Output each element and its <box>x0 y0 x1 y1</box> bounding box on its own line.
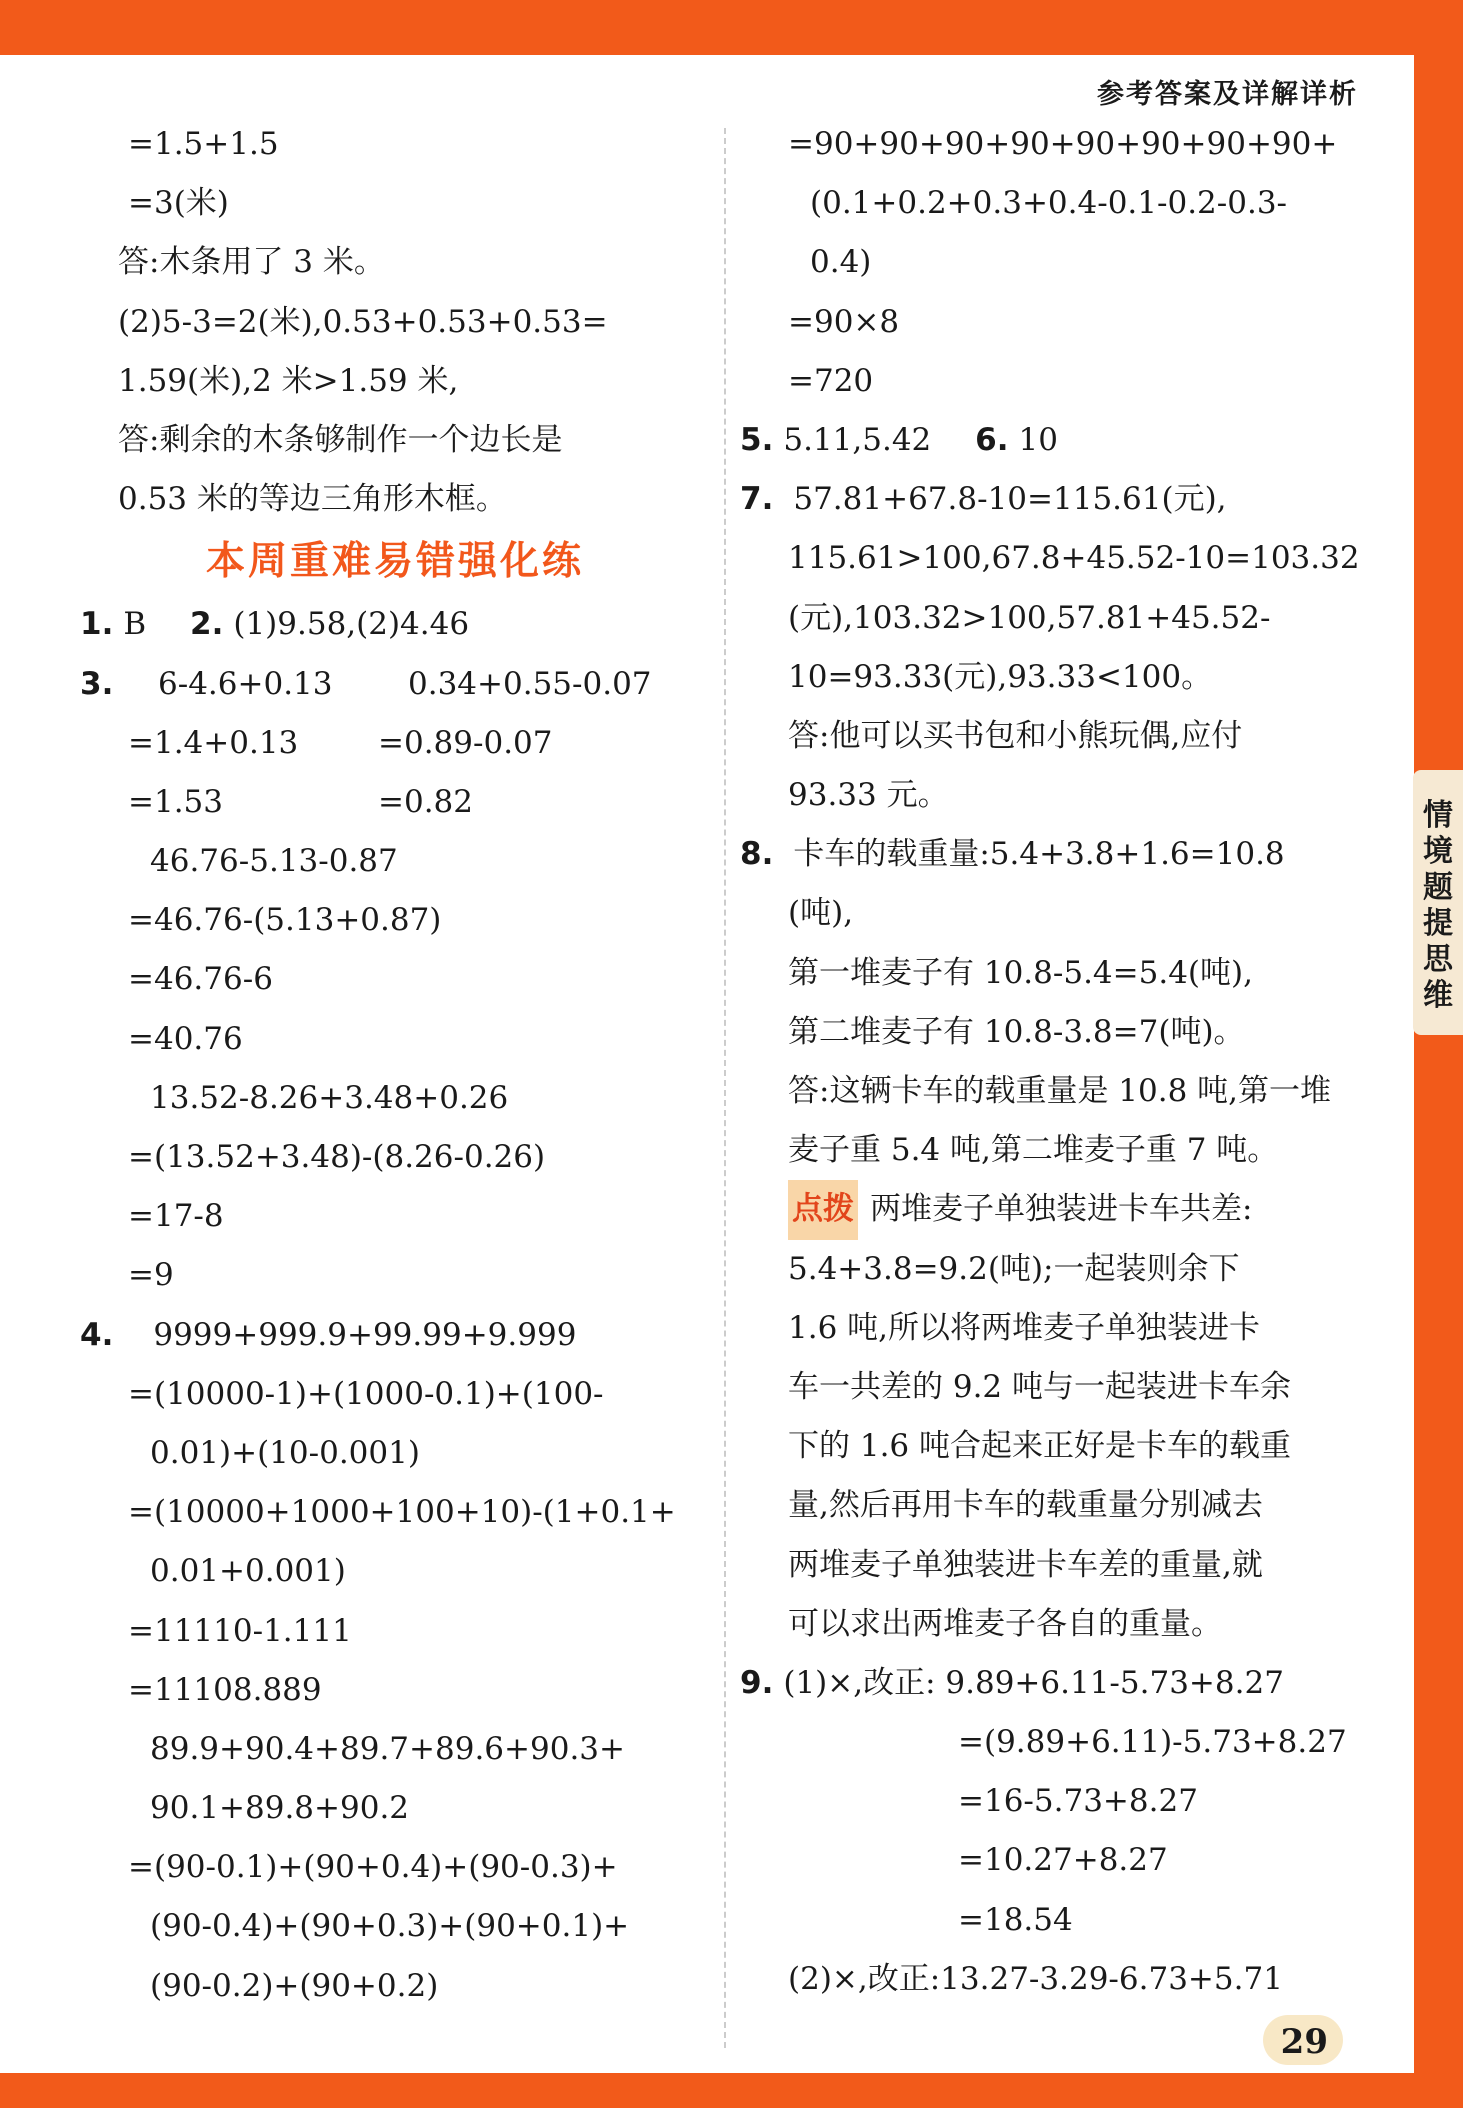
q3-row <box>80 714 710 773</box>
q5-number: 5. <box>740 421 774 458</box>
q7-first-line: 57.81+67.8-10=115.61(元), <box>793 481 1227 518</box>
question-8-lines <box>740 884 1360 1180</box>
question-7-first <box>740 470 1360 529</box>
text-line: =(10000-1)+(1000-0.1)+(100- <box>128 1375 604 1412</box>
text-line: =46.76-6 <box>128 961 273 998</box>
q9-first-line: (1)×,改正: 9.89+6.11-5.73+8.27 <box>783 1664 1284 1701</box>
text-line: 量,然后再用卡车的载重量分别减去 <box>788 1487 1263 1524</box>
right-top-lines <box>740 115 1360 411</box>
left-top-lines <box>80 115 710 529</box>
text-line: =18.54 <box>958 1901 1073 1938</box>
q6-answer: 10 <box>1018 421 1058 458</box>
text-line: 89.9+90.4+89.7+89.6+90.3+ <box>150 1730 625 1767</box>
q4-first-line: 9999+999.9+99.99+9.999 <box>153 1316 577 1353</box>
text-line: =90+90+90+90+90+90+90+90+ <box>788 126 1338 162</box>
text-line: =10.27+8.27 <box>958 1842 1168 1879</box>
column-divider <box>724 128 726 2048</box>
text-line: =11110-1.111 <box>128 1612 352 1649</box>
right-column <box>740 115 1360 2009</box>
q3-expr-right: =0.89-0.07 <box>378 724 553 761</box>
q3-row <box>80 655 710 714</box>
text-line: =46.76-(5.13+0.87) <box>128 902 442 939</box>
text-line: 0.4) <box>810 244 872 281</box>
text-line: =(90-0.1)+(90+0.4)+(90-0.3)+ <box>128 1849 618 1886</box>
q3-number: 3. <box>80 665 114 702</box>
question-1-2 <box>80 595 710 654</box>
tip-first <box>740 1180 1360 1239</box>
question-4-lines <box>80 1365 710 2016</box>
question-5-6 <box>740 411 1360 470</box>
text-line: 5.4+3.8=9.2(吨);一起装则余下 <box>788 1250 1240 1287</box>
q6-number: 6. <box>975 421 1009 458</box>
text-line: =17-8 <box>128 1198 224 1235</box>
section-title: 本周重难易错强化练 <box>205 539 584 585</box>
text-line: =9 <box>128 1257 174 1294</box>
q7-number: 7. <box>740 481 774 518</box>
text-line: 第一堆麦子有 10.8-5.4=5.4(吨), <box>788 954 1253 991</box>
text-line: 答:他可以买书包和小熊玩偶,应付 <box>788 717 1243 754</box>
text-line: (元),103.32>100,57.81+45.52- <box>788 599 1271 636</box>
page-header: 参考答案及详解详析 <box>1097 79 1358 110</box>
question-4-first <box>80 1306 710 1365</box>
q3-expr-right: 0.34+0.55-0.07 <box>408 665 652 702</box>
text-line: 13.52-8.26+3.48+0.26 <box>150 1079 509 1116</box>
question-8-first <box>740 825 1360 884</box>
question-9-lines <box>740 1713 1360 2009</box>
text-line: =16-5.73+8.27 <box>958 1783 1198 1820</box>
text-line: 46.76-5.13-0.87 <box>150 843 398 880</box>
text-line: 答:这辆卡车的载重量是 10.8 吨,第一堆 <box>788 1073 1332 1109</box>
text-line: =(13.52+3.48)-(8.26-0.26) <box>128 1139 546 1175</box>
text-line: 下的 1.6 吨合起来正好是卡车的载重 <box>788 1428 1292 1465</box>
q3-row <box>80 773 710 832</box>
text-line: =720 <box>788 362 874 399</box>
q5-answer: 5.11,5.42 <box>783 421 932 458</box>
text-line: 麦子重 5.4 吨,第二堆麦子重 7 吨。 <box>788 1132 1279 1169</box>
text-line: 两堆麦子单独装进卡车差的重量,就 <box>788 1546 1263 1583</box>
q3-expr-left: =1.4+0.13 <box>128 724 299 761</box>
text-line: (0.1+0.2+0.3+0.4-0.1-0.2-0.3- <box>810 185 1288 222</box>
tip-badge: 点拨 <box>788 1180 858 1239</box>
text-line: =(9.89+6.11)-5.73+8.27 <box>958 1724 1347 1761</box>
q3-expr-left: 6-4.6+0.13 <box>158 665 333 702</box>
text-line: (吨), <box>788 895 854 932</box>
text-line: 0.53 米的等边三角形木框。 <box>118 481 507 518</box>
q4-number: 4. <box>80 1316 114 1353</box>
question-3 <box>80 655 710 833</box>
left-column <box>80 115 710 2016</box>
side-tab-label: 情境题 提思维 <box>1423 798 1453 1013</box>
text-line: (2)5-3=2(米),0.53+0.53+0.53= <box>118 303 608 340</box>
text-line: 0.01+0.001) <box>150 1553 346 1590</box>
text-line: 1.59(米),2 米>1.59 米, <box>118 362 459 399</box>
text-line: (2)×,改正:13.27-3.29-6.73+5.71 <box>788 1960 1283 1997</box>
text-line: 1.6 吨,所以将两堆麦子单独装进卡 <box>788 1309 1261 1346</box>
text-line: (90-0.4)+(90+0.3)+(90+0.1)+ <box>150 1908 630 1945</box>
q1-answer: B <box>123 606 147 643</box>
text-line: 10=93.33(元),93.33<100。 <box>788 658 1213 695</box>
text-line: 车一共差的 9.2 吨与一起装进卡车余 <box>788 1368 1292 1405</box>
tip-first-line: 两堆麦子单独装进卡车共差: <box>870 1191 1253 1228</box>
text-line: =(10000+1000+100+10)-(1+0.1+ <box>128 1494 676 1531</box>
q8-number: 8. <box>740 836 774 873</box>
q3-expr-left: =1.53 <box>128 783 223 820</box>
q1-number: 1. <box>80 606 114 643</box>
question-9-first <box>740 1654 1360 1713</box>
text-line: 答:木条用了 3 米。 <box>118 244 385 281</box>
page-number: 29 <box>1280 2022 1328 2062</box>
text-line: =3(米) <box>128 185 229 222</box>
text-line: 答:剩余的木条够制作一个边长是 <box>118 421 563 458</box>
text-line: 90.1+89.8+90.2 <box>150 1790 410 1827</box>
tip-lines <box>740 1240 1360 1654</box>
q2-answer: (1)9.58,(2)4.46 <box>233 606 470 643</box>
text-line: (90-0.2)+(90+0.2) <box>150 1967 439 2004</box>
text-line: 第二堆麦子有 10.8-3.8=7(吨)。 <box>788 1013 1245 1050</box>
question-3-continued <box>80 832 710 1306</box>
text-line: 0.01)+(10-0.001) <box>150 1434 420 1471</box>
text-line: =11108.889 <box>128 1671 322 1708</box>
question-7-lines <box>740 529 1360 825</box>
q9-number: 9. <box>740 1664 774 1701</box>
text-line: =90×8 <box>788 303 900 340</box>
text-line: =1.5+1.5 <box>128 126 279 162</box>
side-tab <box>1413 770 1463 1035</box>
q8-first-line: 卡车的载重量:5.4+3.8+1.6=10.8 <box>793 836 1285 873</box>
q3-expr-right: =0.82 <box>378 783 473 820</box>
text-line: 可以求出两堆麦子各自的重量。 <box>788 1605 1222 1642</box>
q2-number: 2. <box>190 606 224 643</box>
text-line: =40.76 <box>128 1020 243 1057</box>
text-line: 93.33 元。 <box>788 777 949 814</box>
text-line: 115.61>100,67.8+45.52-10=103.32 <box>788 540 1360 577</box>
